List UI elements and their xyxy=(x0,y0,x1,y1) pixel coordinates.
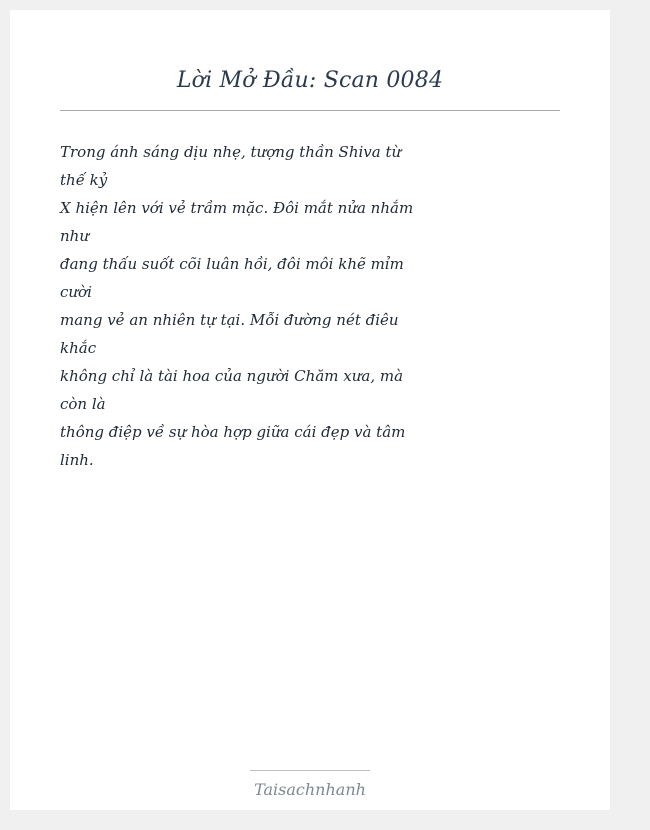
paragraph-line: như xyxy=(60,227,89,245)
footer-source: Taisachnhanh xyxy=(254,780,366,799)
paragraph-line: không chỉ là tài hoa của người Chăm xưa, mà xyxy=(60,367,404,385)
paragraph-line: khắc xyxy=(60,339,97,357)
paragraph-line: linh. xyxy=(60,451,94,469)
paragraph-line: đang thấu suốt cõi luân hồi, đôi môi khẽ mỉm xyxy=(60,255,404,273)
paragraph-line: Trong ánh sáng dịu nhẹ, tượng thần Shiva từ xyxy=(60,143,402,161)
paragraph-line: còn là xyxy=(60,395,106,413)
paragraph-line: mang vẻ an nhiên tự tại. Mỗi đường nét điêu xyxy=(60,311,399,329)
document-title: Lời Mở Đầu: Scan 0084 xyxy=(176,68,444,93)
paragraph-line: thông điệp về sự hòa hợp giữa cái đẹp và tâm xyxy=(60,423,406,441)
body-paragraph xyxy=(60,138,414,474)
footer-divider xyxy=(250,770,370,771)
paragraph-line: thế kỷ xyxy=(60,171,108,189)
title-divider xyxy=(60,110,560,111)
paragraph-line: X hiện lên với vẻ trầm mặc. Đôi mắt nửa nhắm xyxy=(60,199,414,217)
paragraph-line: cười xyxy=(60,283,92,301)
document-page xyxy=(10,10,610,810)
